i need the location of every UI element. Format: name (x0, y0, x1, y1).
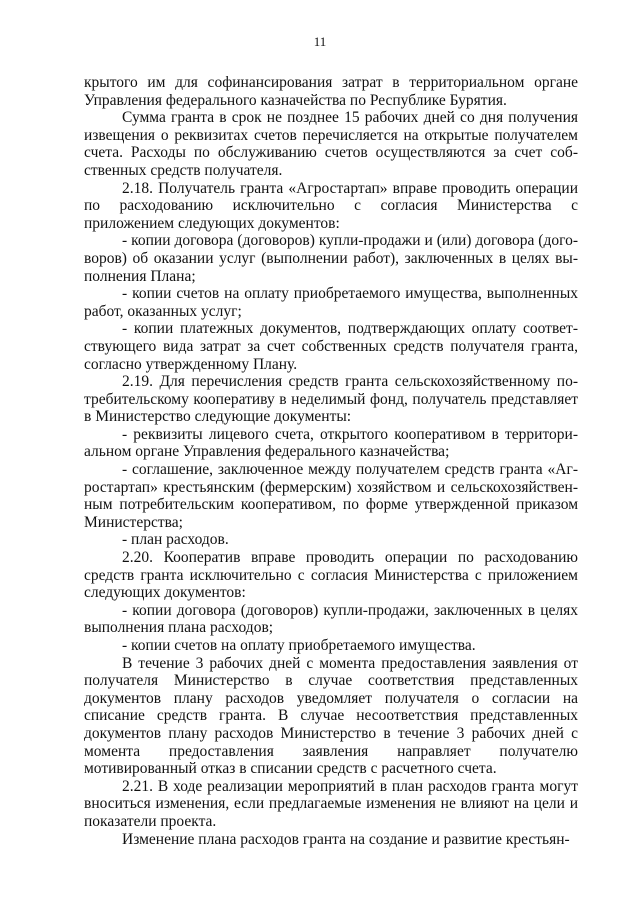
list-item-agreement: - соглашение, заключенное между получателем средств гранта «Агростартап» крестьянским (фермерским) хозяйством и сельскохозяйственным потребительским кооперативом, по форме утвержденной приказом Министерства; (84, 461, 578, 531)
list-item-contract-copies: - копии договора (договоров) купли-продажи и (или) договора (договоров) об оказании услуг (выполнении работ), заключенных в целях выполнения Плана; (84, 232, 578, 285)
paragraph-2-21: 2.21. В ходе реализации мероприятий в план расходов гранта могут вноситься изменения, если предлагаемые изменения не влияют на цели и показатели проекта. (84, 777, 578, 830)
paragraph-continuation: крытого им для софинансирования затрат в территориальном органе Управления федерального казначейства по Республике Бурятия. (84, 74, 578, 109)
paragraph-2-19: 2.19. Для перечисления средств гранта сельскохозяйственному потребительскому кооперативу в неделимый фонд, получатель представляет в Министерство следующие документы: (84, 373, 578, 426)
document-body (84, 74, 578, 848)
list-item-expense-plan: - план расходов. (122, 531, 229, 549)
paragraph-grant-transfer: Сумма гранта в срок не позднее 15 рабочих дней со дня получения извещения о реквизитах счетов перечисляется на открытые получателем счета. Расходы по обслуживанию счетов осуществляются за счет собственных средств получателя. (84, 109, 578, 179)
list-item-property-invoices: - копии счетов на оплату приобретаемого имущества. (122, 637, 476, 654)
list-item-invoice-copies: - копии счетов на оплату приобретаемого имущества, выполненных работ, оказанных услуг; (84, 285, 578, 320)
page-number: 11 (313, 34, 327, 49)
list-item-payment-documents: - копии платежных документов, подтверждающих оплату соответствующего вида затрат за счет собственных средств получателя гранта, согласно утвержденному Плану. (84, 320, 578, 373)
list-item-sale-contracts: - копии договора (договоров) купли-продажи, заключенных в целях выполнения плана расходов; (84, 601, 578, 637)
paragraph-2-20: 2.20. Кооператив вправе проводить операции по расходованию средств гранта исключительно с согласия Министерства с приложением следующих документов: (84, 549, 578, 602)
list-item-account-details: - реквизиты лицевого счета, открытого кооперативом в территориальном органе Управления федерального казначейства; (84, 425, 578, 461)
paragraph-approval-term: В течение 3 рабочих дней с момента предоставления заявления от получателя Министерство в случае соответствия представленных документов плану расходов уведомляет получателя о согласии на списание средств гранта. В случае несоответствия представленных документов плану расходов Министерство в течение 3 рабочих дней с момента предоставления заявления направляет получателю мотивированный отказ в списании средств с расчетного счета. (84, 654, 578, 778)
paragraph-2-18: 2.18. Получатель гранта «Агростартап» вправе проводить операции по расходованию исключительно с согласия Министерства с приложением следующих документов: (84, 179, 578, 232)
paragraph-plan-change: Изменение плана расходов гранта на создание и развитие крестьян- (122, 830, 570, 848)
